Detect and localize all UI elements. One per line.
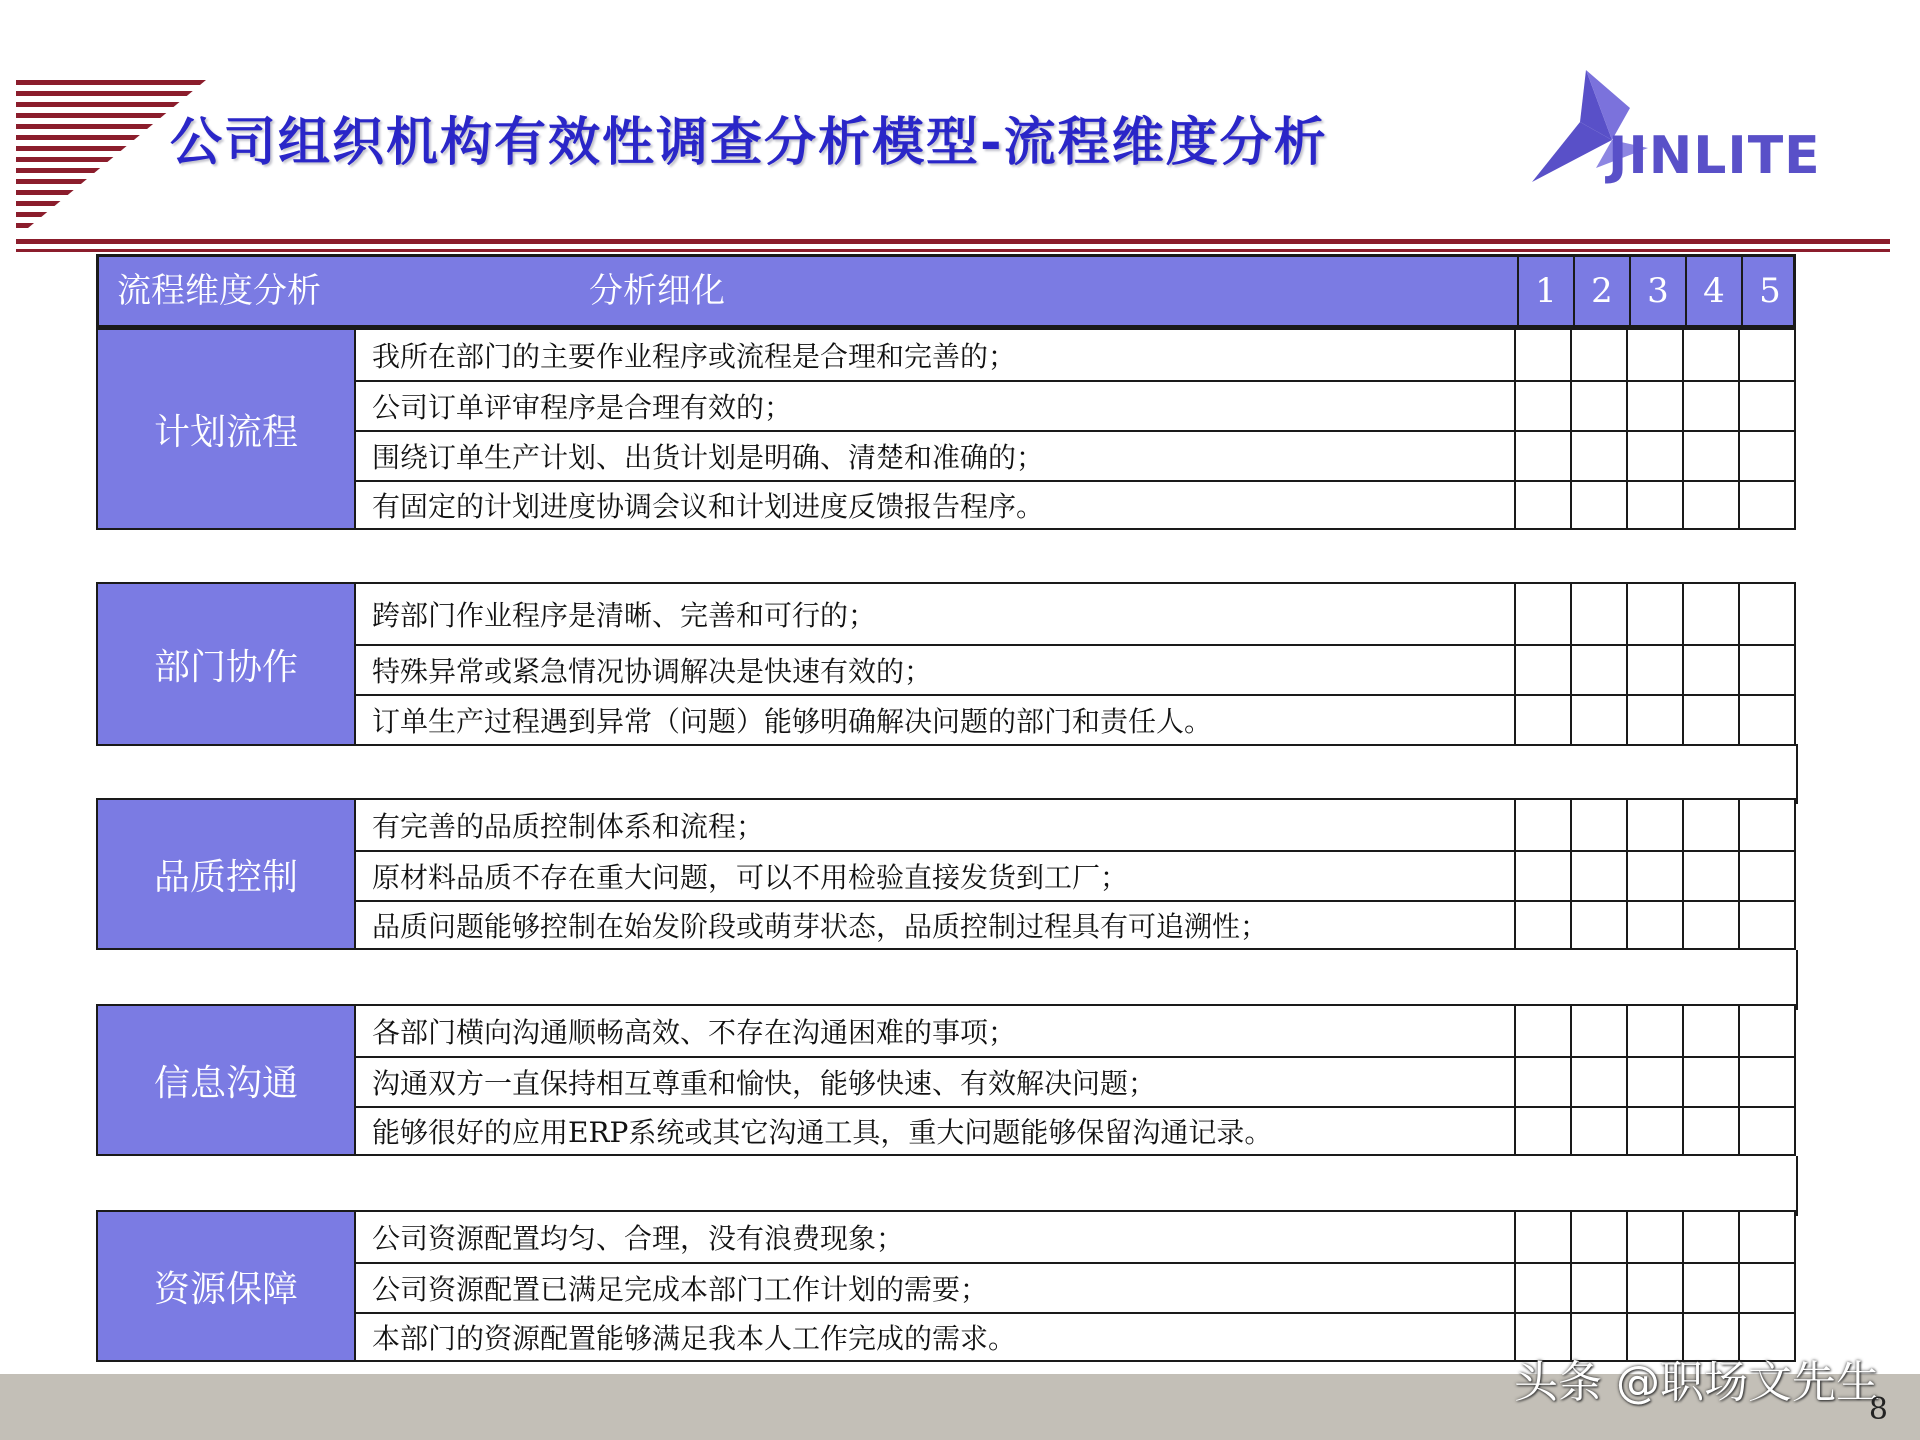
score-box-5[interactable]: [1738, 696, 1794, 744]
score-box-4[interactable]: [1682, 1212, 1738, 1262]
score-box-1[interactable]: [1514, 646, 1570, 694]
score-box-4[interactable]: [1682, 432, 1738, 480]
section-communication: [96, 1004, 1796, 1156]
table-border-line: [1796, 950, 1798, 1010]
header-score-4: 4: [1685, 257, 1741, 325]
score-box-4[interactable]: [1682, 1264, 1738, 1312]
score-box-5[interactable]: [1738, 482, 1794, 528]
table-row: [354, 694, 1794, 744]
table-row: [354, 800, 1794, 850]
header-rule-bottom: [16, 249, 1890, 252]
score-box-1[interactable]: [1514, 1212, 1570, 1262]
score-box-2[interactable]: [1570, 1264, 1626, 1312]
score-box-3[interactable]: [1626, 482, 1682, 528]
score-box-4[interactable]: [1682, 646, 1738, 694]
item-text: 特殊异常或紧急情况协调解决是快速有效的；: [372, 655, 933, 688]
section-resources: [96, 1210, 1796, 1362]
item-text: 订单生产过程遇到异常（问题）能够明确解决问题的部门和责任人。: [372, 705, 1213, 738]
score-box-4[interactable]: [1682, 1108, 1738, 1154]
header-rule-top: [16, 239, 1890, 244]
item-text: 公司资源配置已满足完成本部门工作计划的需要；: [372, 1273, 989, 1306]
item-text: 有固定的计划进度协调会议和计划进度反馈报告程序。: [372, 490, 1045, 523]
score-box-5[interactable]: [1738, 800, 1794, 850]
score-box-1[interactable]: [1514, 1006, 1570, 1056]
item-text: 有完善的品质控制体系和流程；: [372, 810, 765, 843]
score-box-5[interactable]: [1738, 330, 1794, 380]
score-box-5[interactable]: [1738, 646, 1794, 694]
table-row: [354, 850, 1794, 900]
score-box-1[interactable]: [1514, 482, 1570, 528]
page-number: 8: [1868, 1392, 1888, 1427]
item-text: 能够很好的应用ERP系统或其它沟通工具，重大问题能够保留沟通记录。: [372, 1116, 1273, 1149]
score-box-5[interactable]: [1738, 1108, 1794, 1154]
item-text: 本部门的资源配置能够满足我本人工作完成的需求。: [372, 1322, 1017, 1355]
category-label: 信息沟通: [98, 1006, 356, 1154]
table-row: [354, 1212, 1794, 1262]
score-box-1[interactable]: [1514, 382, 1570, 430]
category-label: 品质控制: [98, 800, 356, 948]
score-box-3[interactable]: [1626, 1006, 1682, 1056]
score-box-3[interactable]: [1626, 1212, 1682, 1262]
score-box-1[interactable]: [1514, 584, 1570, 644]
section-planning: [96, 328, 1796, 530]
table-row: [354, 1056, 1794, 1106]
score-box-4[interactable]: [1682, 696, 1738, 744]
table-row: [354, 644, 1794, 694]
header-score-2: 2: [1573, 257, 1629, 325]
category-label: 资源保障: [98, 1212, 356, 1360]
score-box-2[interactable]: [1570, 1006, 1626, 1056]
score-box-2[interactable]: [1570, 482, 1626, 528]
category-label: 计划流程: [98, 330, 356, 528]
score-box-4[interactable]: [1682, 1006, 1738, 1056]
score-box-4[interactable]: [1682, 852, 1738, 900]
score-box-2[interactable]: [1570, 584, 1626, 644]
table-row: [354, 1106, 1794, 1154]
score-box-1[interactable]: [1514, 902, 1570, 948]
table-row: [354, 900, 1794, 948]
score-box-2[interactable]: [1570, 902, 1626, 948]
score-box-5[interactable]: [1738, 902, 1794, 948]
score-box-5[interactable]: [1738, 1264, 1794, 1312]
item-text: 公司资源配置均匀、合理，没有浪费现象；: [372, 1222, 905, 1255]
score-box-4[interactable]: [1682, 330, 1738, 380]
header-dimension: 流程维度分析: [117, 271, 321, 311]
score-box-2[interactable]: [1570, 696, 1626, 744]
score-box-4[interactable]: [1682, 902, 1738, 948]
score-box-1[interactable]: [1514, 1264, 1570, 1312]
logo-text: JINLITE: [1608, 126, 1821, 186]
score-box-3[interactable]: [1626, 382, 1682, 430]
score-box-2[interactable]: [1570, 382, 1626, 430]
score-box-4[interactable]: [1682, 584, 1738, 644]
item-text: 品质问题能够控制在始发阶段或萌芽状态，品质控制过程具有可追溯性；: [372, 910, 1269, 943]
score-box-1[interactable]: [1514, 330, 1570, 380]
score-box-5[interactable]: [1738, 382, 1794, 430]
score-box-4[interactable]: [1682, 1058, 1738, 1106]
table-row: [354, 584, 1794, 644]
score-box-3[interactable]: [1626, 1108, 1682, 1154]
score-box-3[interactable]: [1626, 696, 1682, 744]
table-row: [354, 480, 1794, 528]
score-box-3[interactable]: [1626, 852, 1682, 900]
table-header-row: [96, 254, 1796, 328]
watermark: 头条 @职场文先生: [1514, 1357, 1880, 1408]
score-box-1[interactable]: [1514, 800, 1570, 850]
table-border-line: [1796, 744, 1798, 804]
item-text: 公司订单评审程序是合理有效的；: [372, 391, 793, 424]
score-box-1[interactable]: [1514, 1058, 1570, 1106]
score-box-3[interactable]: [1626, 330, 1682, 380]
table-row: [354, 1006, 1794, 1056]
category-label: 部门协作: [98, 584, 356, 744]
section-collaboration: [96, 582, 1796, 746]
score-box-2[interactable]: [1570, 330, 1626, 380]
header-score-3: 3: [1629, 257, 1685, 325]
score-box-2[interactable]: [1570, 1108, 1626, 1154]
score-box-4[interactable]: [1682, 800, 1738, 850]
score-box-2[interactable]: [1570, 1058, 1626, 1106]
table-row: [354, 1262, 1794, 1312]
item-text: 原材料品质不存在重大问题，可以不用检验直接发货到工厂；: [372, 861, 1129, 894]
item-text: 围绕订单生产计划、出货计划是明确、清楚和准确的；: [372, 441, 1045, 474]
score-box-2[interactable]: [1570, 432, 1626, 480]
score-box-4[interactable]: [1682, 382, 1738, 430]
score-box-3[interactable]: [1626, 1058, 1682, 1106]
score-box-5[interactable]: [1738, 432, 1794, 480]
score-box-4[interactable]: [1682, 482, 1738, 528]
score-box-5[interactable]: [1738, 1212, 1794, 1262]
score-box-3[interactable]: [1626, 432, 1682, 480]
score-box-5[interactable]: [1738, 1006, 1794, 1056]
score-box-1[interactable]: [1514, 852, 1570, 900]
table-row: [354, 380, 1794, 430]
table-row: [354, 430, 1794, 480]
item-text: 我所在部门的主要作业程序或流程是合理和完善的；: [372, 340, 1017, 373]
score-box-5[interactable]: [1738, 1058, 1794, 1106]
score-box-3[interactable]: [1626, 800, 1682, 850]
item-text: 跨部门作业程序是清晰、完善和可行的；: [372, 599, 877, 632]
score-box-5[interactable]: [1738, 852, 1794, 900]
item-text: 各部门横向沟通顺畅高效、不存在沟通困难的事项；: [372, 1016, 1017, 1049]
item-text: 沟通双方一直保持相互尊重和愉快，能够快速、有效解决问题；: [372, 1067, 1157, 1100]
score-box-3[interactable]: [1626, 1264, 1682, 1312]
page-title: 公司组织机构有效性调查分析模型-流程维度分析: [170, 113, 1328, 173]
section-quality: [96, 798, 1796, 950]
score-box-3[interactable]: [1626, 646, 1682, 694]
header-score-5: 5: [1741, 257, 1797, 325]
score-box-2[interactable]: [1570, 800, 1626, 850]
table-row: [354, 330, 1794, 380]
score-box-1[interactable]: [1514, 696, 1570, 744]
score-box-1[interactable]: [1514, 1108, 1570, 1154]
score-box-3[interactable]: [1626, 584, 1682, 644]
score-box-2[interactable]: [1570, 1212, 1626, 1262]
score-box-5[interactable]: [1738, 584, 1794, 644]
header-score-1: 1: [1517, 257, 1573, 325]
score-box-3[interactable]: [1626, 902, 1682, 948]
score-box-2[interactable]: [1570, 852, 1626, 900]
table-border-line: [1796, 1156, 1798, 1216]
header-detail: 分析细化: [589, 271, 725, 311]
score-box-2[interactable]: [1570, 646, 1626, 694]
score-box-1[interactable]: [1514, 432, 1570, 480]
